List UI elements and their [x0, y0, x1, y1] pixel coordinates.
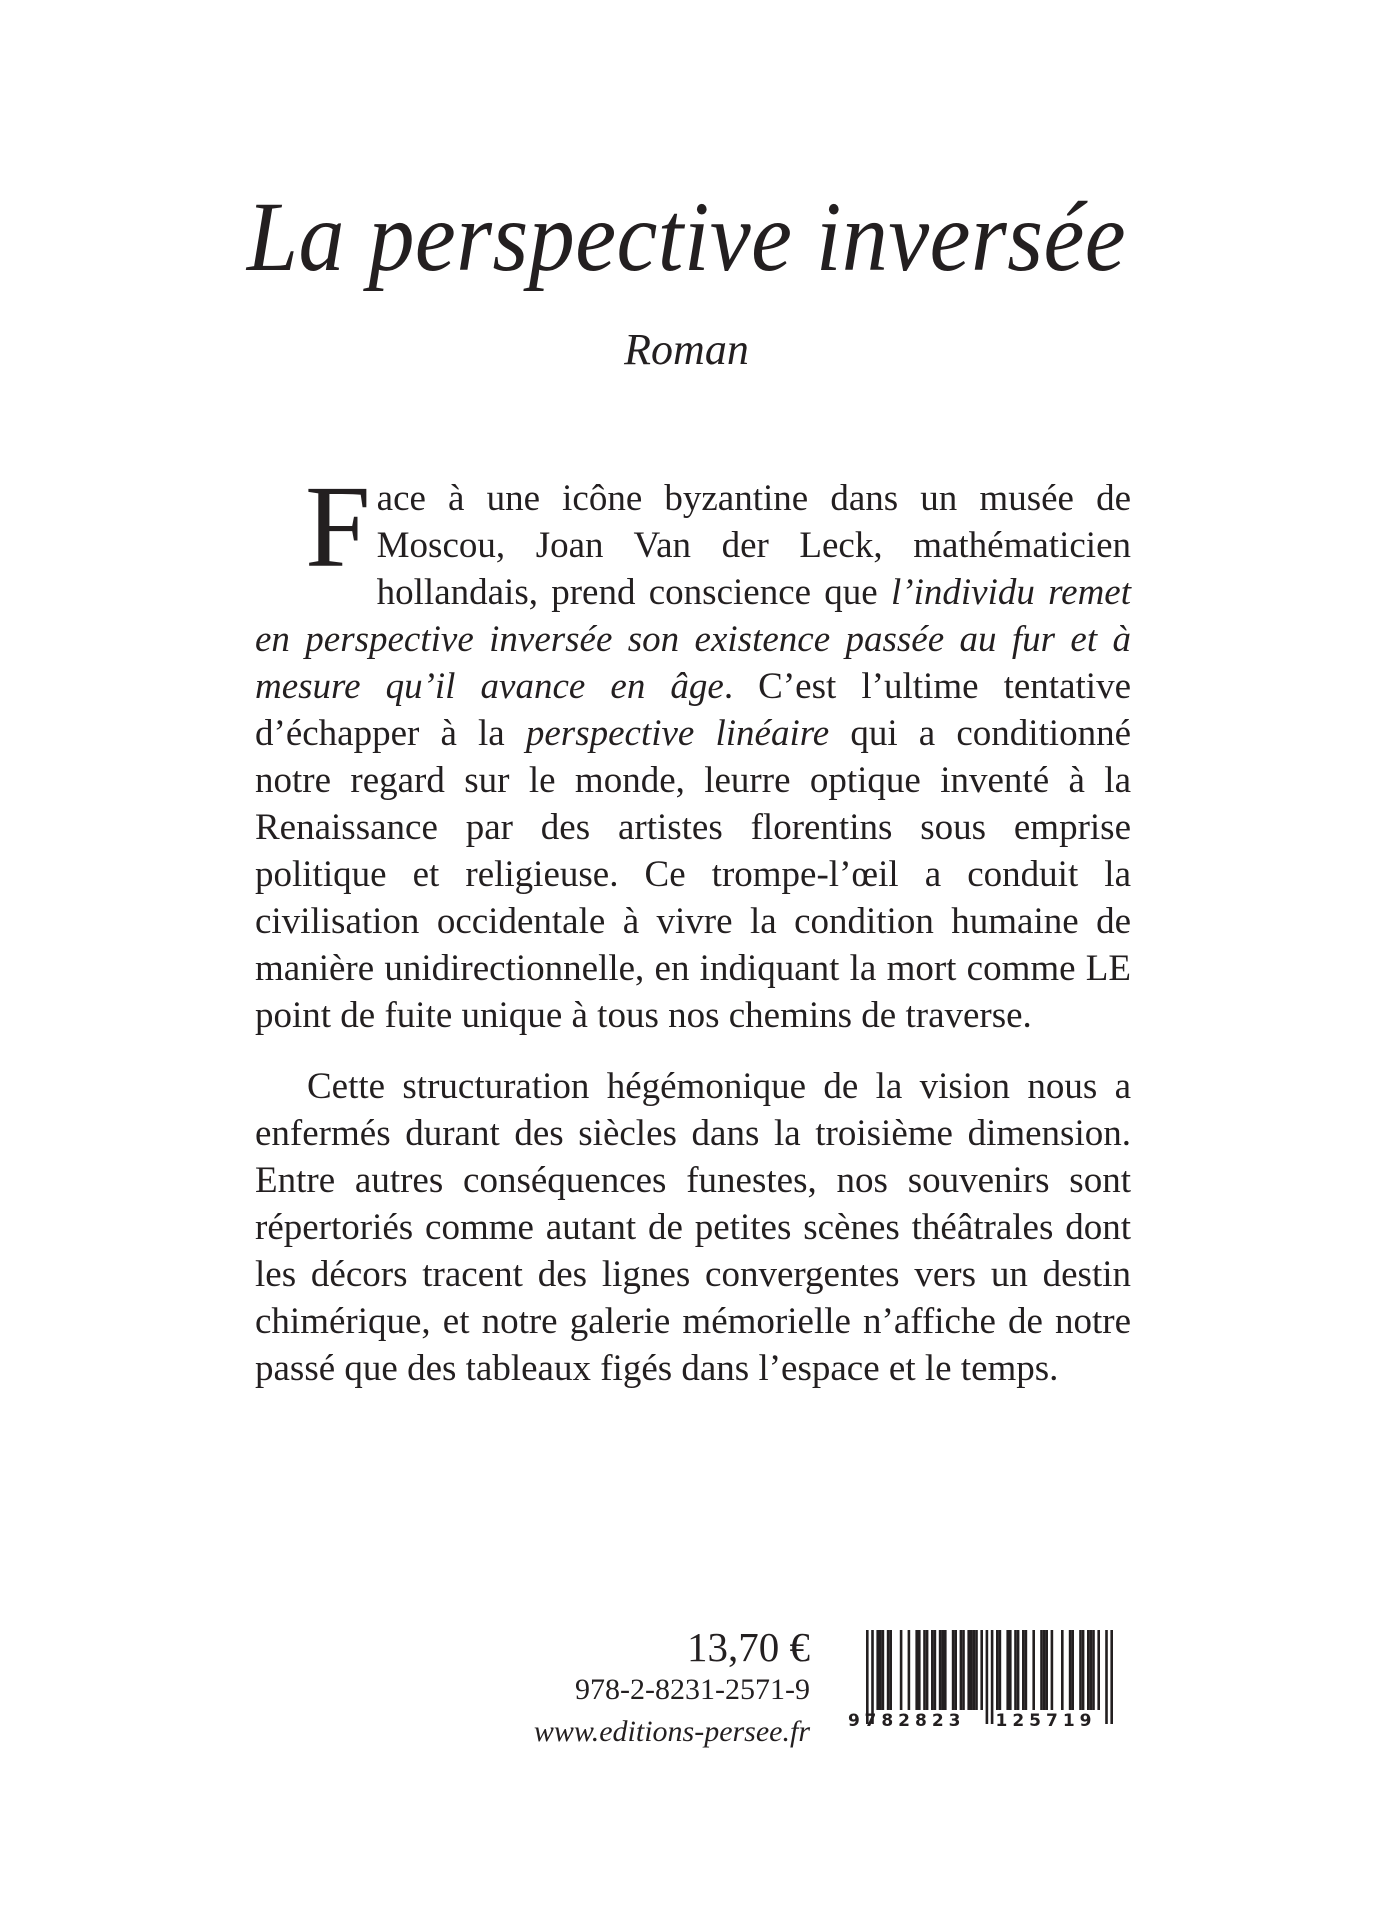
barcode-bar: [1009, 1630, 1012, 1710]
barcode-bar: [952, 1630, 955, 1710]
barcode-bar: [876, 1630, 879, 1710]
barcode-digits-right: 125719: [995, 1711, 1097, 1728]
barcode-bar: [1040, 1630, 1043, 1710]
barcode-bar: [934, 1630, 937, 1710]
barcode-bar: [970, 1630, 973, 1710]
barcode-digits-left: 782823: [864, 1711, 966, 1728]
barcode-graphic: [848, 1628, 1124, 1728]
barcode-bar: [960, 1630, 963, 1710]
barcode-bar: [887, 1630, 890, 1710]
barcode-guard-bar: [991, 1630, 994, 1724]
italic-phrase: l’individu remet en perspective inversée son existence passée au fur et à mesure qu’il avance en âge: [255, 572, 1131, 707]
barcode-bar: [1006, 1630, 1009, 1710]
barcode-bar: [1043, 1630, 1046, 1710]
barcode-bar: [908, 1630, 911, 1710]
barcode-bar: [1051, 1630, 1054, 1710]
barcode-bar: [915, 1630, 918, 1710]
barcode-bar: [939, 1630, 942, 1710]
barcode-bar: [889, 1630, 892, 1710]
barcode-bar: [1097, 1630, 1100, 1710]
barcode-bar: [1022, 1630, 1025, 1710]
book-title: La perspective inversée: [246, 181, 1127, 292]
barcode-bar: [926, 1630, 929, 1710]
text-run: ace à une icône byzantine dans un musée de Moscou, Joan Van der Leck, mathématicien hollandais, prend conscience que: [376, 478, 1131, 613]
barcode-bar: [973, 1630, 976, 1710]
barcode-bar: [1071, 1630, 1074, 1710]
barcode-guard-bar: [1105, 1630, 1108, 1724]
blurb: [255, 461, 1131, 1392]
barcode-bar: [962, 1630, 965, 1710]
barcode-bar: [1092, 1630, 1095, 1710]
barcode-bar: [967, 1630, 970, 1710]
drop-cap: F: [305, 461, 371, 592]
barcode-bar: [879, 1630, 882, 1710]
blurb-paragraph-2: Cette structuration hégémonique de la vision nous a enfermés durant des siècles dans la troisième dimension. Entre autres conséquences funestes, nos souvenirs sont répertoriés comme autant de petites scènes théâtrales dont les décors tracent des lignes convergentes vers un destin chimérique, et notre galerie mémorielle n’affiche de notre passé que des tableaux figés dans l’espace et le temps.: [255, 1066, 1131, 1389]
blurb-paragraph-1-text: [255, 461, 1131, 1036]
barcode-guard-bar: [986, 1630, 989, 1724]
publisher-url: www.editions-persee.fr: [533, 1715, 810, 1748]
barcode-bar: [1045, 1630, 1048, 1710]
barcode-bar: [996, 1630, 999, 1710]
barcode-bar: [1090, 1630, 1093, 1710]
text-run: . C’est l’ultime tentative d’échapper à la: [255, 666, 1131, 754]
isbn-barcode: [848, 1628, 1124, 1728]
barcode-bar: [1014, 1630, 1017, 1710]
barcode-guard-bar: [866, 1630, 869, 1724]
barcode-bar: [931, 1630, 934, 1710]
blurb-paragraph-1: [255, 461, 1131, 1039]
barcode-bar: [1079, 1630, 1082, 1710]
barcode-bar: [1032, 1630, 1035, 1710]
barcode-bar: [1017, 1630, 1020, 1710]
barcode-bar: [975, 1630, 978, 1710]
barcode-bar: [918, 1630, 921, 1710]
barcode-bar: [900, 1630, 903, 1710]
barcode-bar: [1082, 1630, 1085, 1710]
barcode-bar: [941, 1630, 944, 1710]
publication-info: [534, 1625, 810, 1753]
isbn: 978-2-8231-2571-9: [575, 1673, 810, 1706]
barcode-bar: [1069, 1630, 1072, 1710]
barcode-bar: [1061, 1630, 1064, 1710]
barcode-bar: [1025, 1630, 1028, 1710]
barcode-bar: [999, 1630, 1002, 1710]
barcode-bar: [882, 1630, 885, 1710]
barcode-digit-first: 9: [848, 1711, 860, 1728]
barcode-bar: [954, 1630, 957, 1710]
text-run: qui a conditionné notre regard sur le monde, leurre optique inventé à la Renaissance par des artistes florentins sous emprise politique et religieuse. Ce trompe-l’œil a conduit la civilisation occidentale à vivre la condition humaine de manière unidirectionnelle, en indiquant la mort comme LE point de fuite unique à tous nos chemins de traverse.: [255, 713, 1131, 1036]
barcode-bar: [980, 1630, 983, 1710]
barcode-guard-bar: [1110, 1630, 1113, 1724]
barcode-bar: [923, 1630, 926, 1710]
barcode-bar: [944, 1630, 947, 1710]
barcode-guard-bar: [871, 1630, 874, 1724]
barcode-bars: [866, 1630, 1113, 1724]
italic-phrase: perspective linéaire: [525, 713, 830, 754]
price: 13,70 €: [687, 1624, 810, 1670]
book-genre-subtitle: Roman: [624, 325, 749, 374]
barcode-bar: [1087, 1630, 1090, 1710]
